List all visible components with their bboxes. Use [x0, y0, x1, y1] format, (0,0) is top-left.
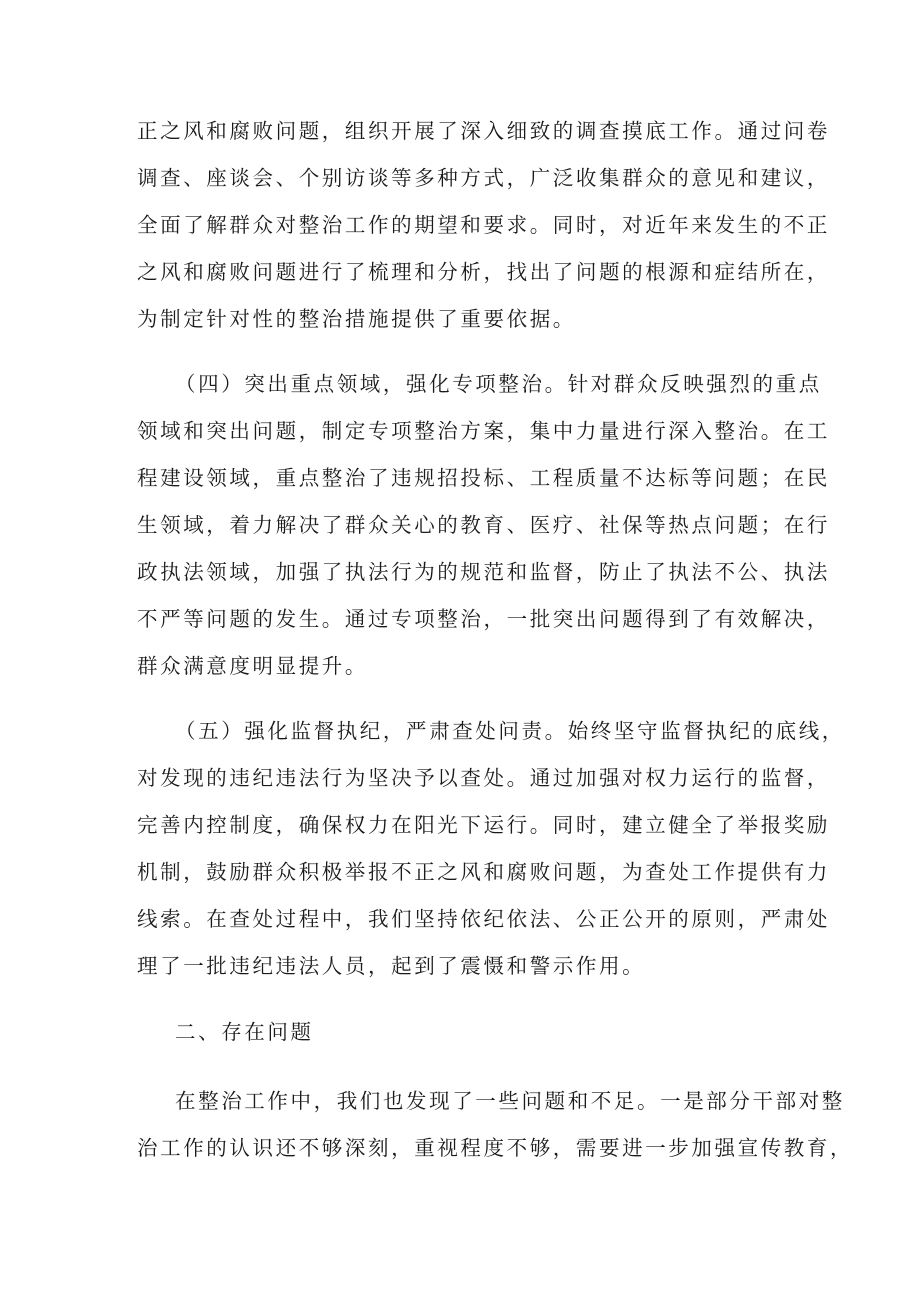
paragraph-line: 之风和腐败问题进行了梳理和分析，找出了问题的根源和症结所在， [137, 260, 830, 284]
paragraph-line: 理了一批违纪违法人员，起到了震慑和警示作用。 [137, 954, 646, 978]
paragraph-line: 领域和突出问题，制定专项整治方案，集中力量进行深入整治。在工 [137, 419, 830, 443]
paragraph-line: 调查、座谈会、个别访谈等多种方式，广泛收集群众的意见和建议， [137, 166, 830, 190]
paragraph-line: 对发现的违纪违法行为坚决予以查处。通过加强对权力运行的监督， [137, 766, 830, 790]
paragraph-line: 线索。在查处过程中，我们坚持依纪依法、公正公开的原则，严肃处 [137, 907, 830, 931]
section-heading-existing-problems: 二、存在问题 [175, 1020, 314, 1044]
paragraph-line: 生领域，着力解决了群众关心的教育、医疗、社保等热点问题；在行 [137, 513, 830, 537]
paragraph-line: 为制定针对性的整治措施提供了重要依据。 [137, 307, 576, 331]
paragraph-line: 完善内控制度，确保权力在阳光下运行。同时，建立健全了举报奖励 [137, 813, 830, 837]
paragraph-line: 全面了解群众对整治工作的期望和要求。同时，对近年来发生的不正 [137, 213, 830, 237]
paragraph-line: 不严等问题的发生。通过专项整治，一批突出问题得到了有效解决， [137, 607, 830, 631]
paragraph-line: 治工作的认识还不够深刻，重视程度不够，需要进一步加强宣传教育， [137, 1136, 854, 1160]
paragraph-line: 机制，鼓励群众积极举报不正之风和腐败问题，为查处工作提供有力 [137, 860, 830, 884]
paragraph-line: 群众满意度明显提升。 [137, 654, 368, 678]
section-4-heading-line: （四）突出重点领域，强化专项整治。针对群众反映强烈的重点 [175, 372, 822, 396]
paragraph-line: 程建设领域，重点整治了违规招投标、工程质量不达标等问题；在民 [137, 466, 830, 490]
paragraph-line: 在整治工作中，我们也发现了一些问题和不足。一是部分干部对整 [175, 1089, 845, 1113]
section-5-heading-line: （五）强化监督执纪，严肃查处问责。始终坚守监督执纪的底线， [175, 719, 845, 743]
paragraph-line: 政执法领域，加强了执法行为的规范和监督，防止了执法不公、执法 [137, 560, 830, 584]
paragraph-line: 正之风和腐败问题，组织开展了深入细致的调查摸底工作。通过问卷 [137, 119, 830, 143]
